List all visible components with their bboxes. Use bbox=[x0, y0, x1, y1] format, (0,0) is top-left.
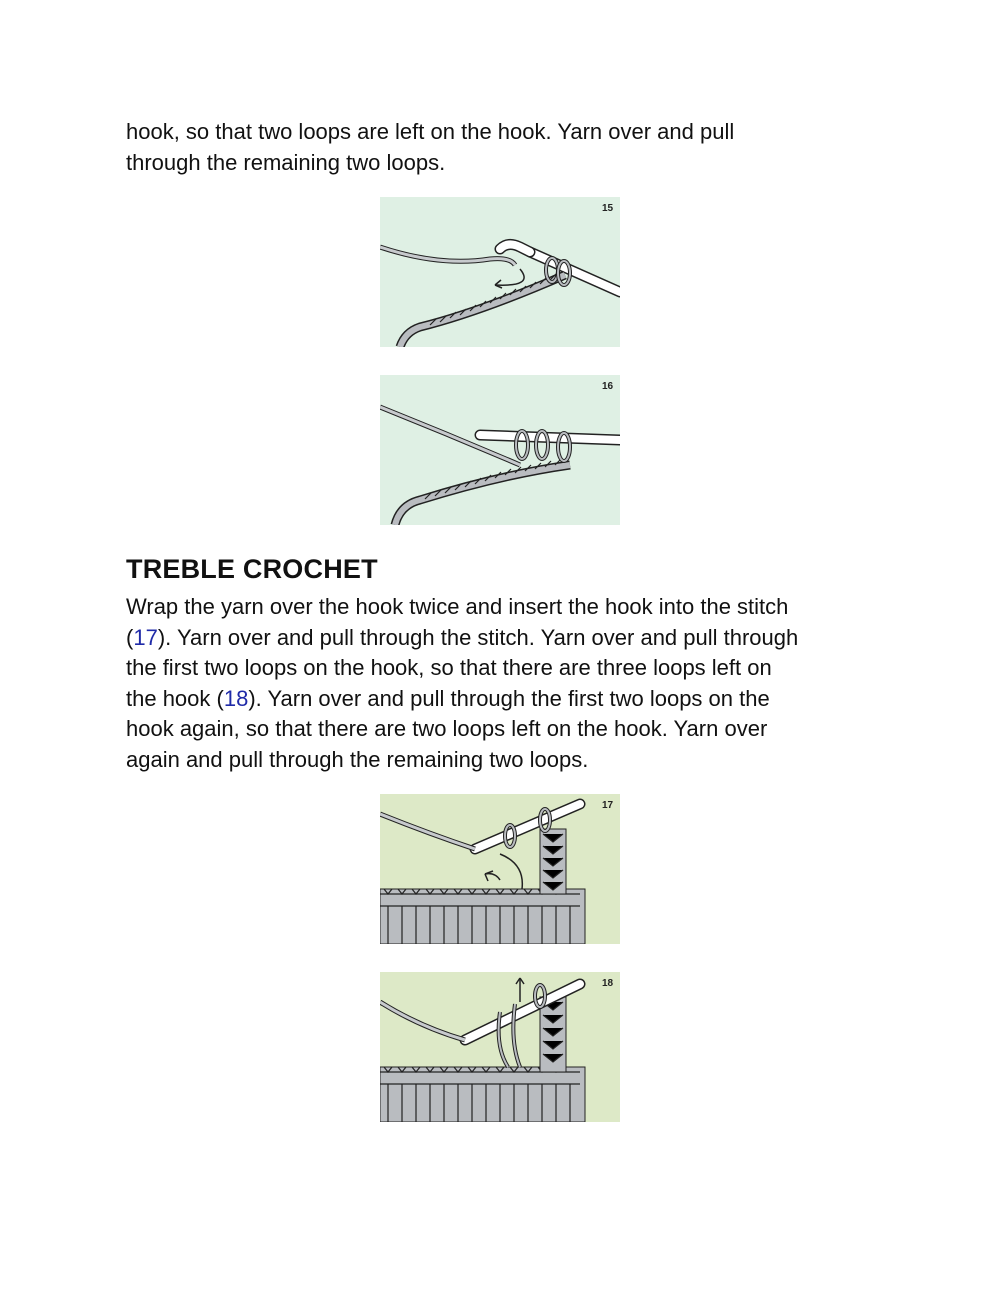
figure-number: 17 bbox=[602, 800, 614, 811]
figure-18 bbox=[380, 972, 620, 1122]
text-line: hook, so that two loops are left on the hook. Yarn over and pull bbox=[126, 119, 735, 144]
text-line: the first two loops on the hook, so that there are three loops left on bbox=[126, 655, 772, 680]
text-line: again and pull through the remaining two loops. bbox=[126, 746, 589, 772]
figure-number: 16 bbox=[602, 381, 614, 392]
instructions-paragraph bbox=[126, 592, 886, 775]
text-line: Wrap the yarn over the hook twice and insert the hook into the stitch bbox=[126, 594, 789, 619]
figure-17 bbox=[380, 794, 620, 944]
crochet-illustration bbox=[380, 197, 620, 347]
text-line: through the remaining two loops. bbox=[126, 149, 446, 175]
text-fragment: ( bbox=[126, 624, 134, 650]
text-fragment: ). Yarn over and pull through the stitch. Yarn over and pull through bbox=[157, 624, 799, 650]
figure-number: 18 bbox=[602, 978, 614, 989]
section-heading: TREBLE CROCHET bbox=[126, 554, 378, 584]
figure-number: 15 bbox=[602, 203, 614, 214]
paragraph-continued bbox=[126, 117, 886, 178]
crochet-illustration bbox=[380, 972, 620, 1122]
crochet-illustration bbox=[380, 375, 620, 525]
figure-16 bbox=[380, 375, 620, 525]
figure-15 bbox=[380, 197, 620, 347]
figure-reference-link[interactable]: 18 bbox=[223, 685, 249, 711]
figure-reference-link[interactable]: 17 bbox=[133, 624, 158, 650]
text-line: hook again, so that there are two loops left on the hook. Yarn over bbox=[126, 716, 768, 741]
text-fragment: ). Yarn over and pull through the first two loops on the bbox=[248, 685, 770, 711]
text-fragment: the hook ( bbox=[126, 685, 224, 711]
crochet-illustration bbox=[380, 794, 620, 944]
